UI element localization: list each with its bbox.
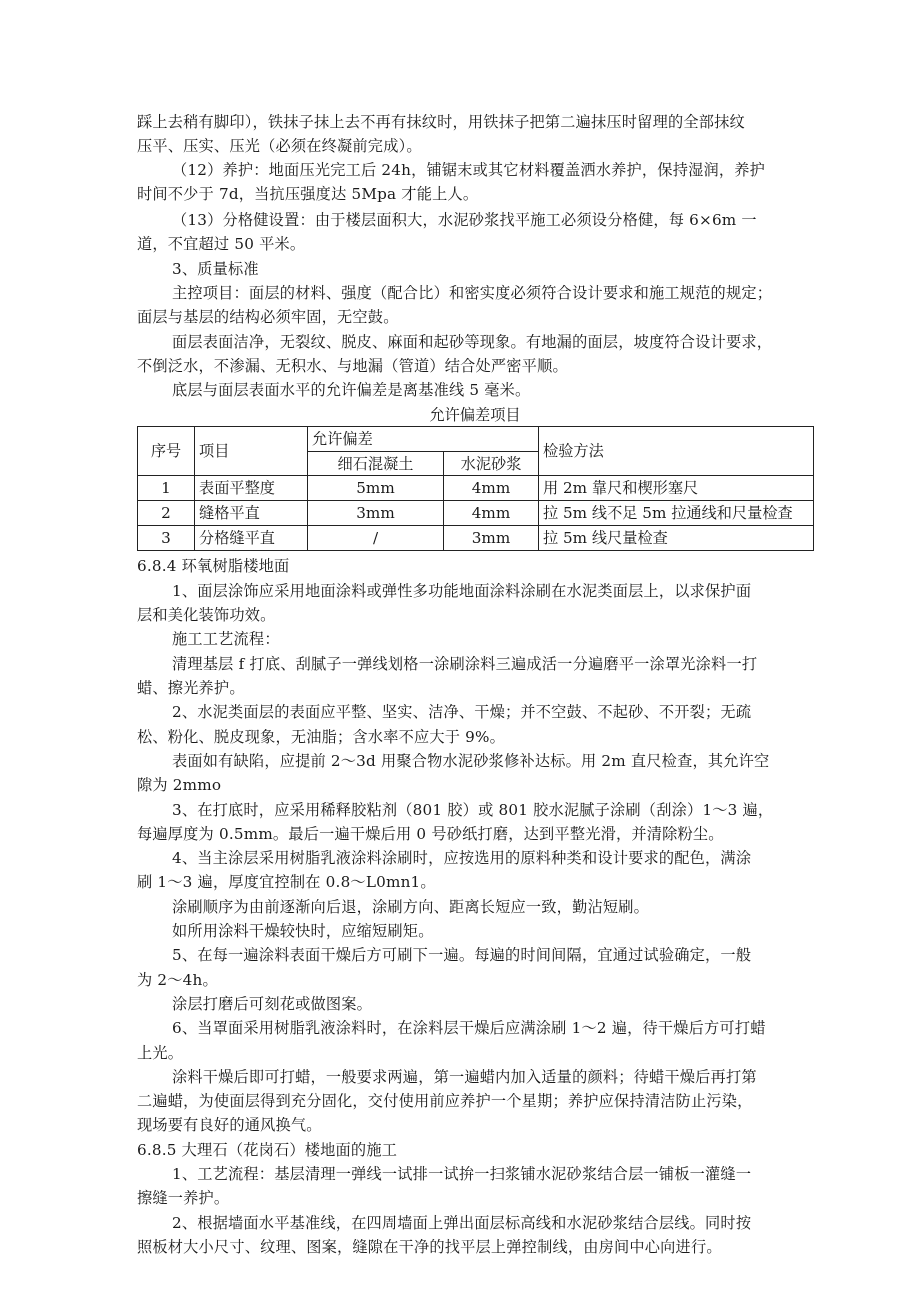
cell-no: 3: [138, 526, 195, 551]
text-line: 涂层打磨后可刻花或做图案。: [172, 995, 373, 1013]
cell-no: 1: [138, 476, 195, 501]
header-sub-concrete: 细石混凝土: [308, 452, 444, 476]
header-item: 项目: [195, 427, 308, 476]
text-line: 面层与基层的结构必须牢固，无空鼓。: [137, 308, 399, 326]
cell-no: 2: [138, 501, 195, 526]
cell-concrete: 3mm: [308, 501, 444, 526]
text-line: 压平、压实、压光（必须在终凝前完成）。: [137, 137, 422, 155]
text-line: 隙为 2mmo: [137, 776, 222, 794]
text-line: 擦缝一养护。: [137, 1189, 230, 1207]
text-line: 每遍厚度为 0.5mm。最后一遍干燥后用 0 号砂纸打磨，达到平整光滑，并清除粉尘。: [137, 825, 724, 843]
cell-concrete: 5mm: [308, 476, 444, 501]
cell-method: 拉 5m 线不足 5m 拉通线和尺量检查: [539, 501, 814, 526]
text-line: 1、工艺流程：基层清理一弹线一试排一试拚一扫浆铺水泥砂浆结合层一铺板一灌缝一: [172, 1165, 752, 1183]
section-heading: 6.8.4 环氧树脂楼地面: [137, 557, 290, 575]
section-heading: 6.8.5 大理石（花岗石）楼地面的施工: [137, 1141, 398, 1159]
text-line: 4、当主涂层采用树脂乳液涂料涂刷时，应按选用的原料种类和设计要求的配色，满涂: [172, 849, 752, 867]
text-line: 道，不宜超过 50 平米。: [137, 235, 306, 253]
text-line: 为 2～4h。: [137, 971, 218, 989]
text-line: 不倒泛水，不渗漏、无积水、与地漏（管道）结合处严密平顺。: [137, 357, 568, 375]
text-line: 蜡、擦光养护。: [137, 679, 245, 697]
text-line: （12）养护：地面压光完工后 24h，铺锯末或其它材料覆盖洒水养护，保持湿润，养护: [172, 161, 766, 179]
table-row: [138, 476, 814, 501]
text-line: 现场要有良好的通风换气。: [137, 1116, 322, 1134]
text-line: 二遍蜡，为使面层得到充分固化，交付使用前应养护一个星期；养护应保持清洁防止污染，: [137, 1092, 753, 1110]
text-line: 涂料干燥后即可打蜡，一般要求两遍，第一遍蜡内加入适量的颜料；待蜡干燥后再打第: [172, 1068, 757, 1086]
header-method: 检验方法: [539, 427, 814, 476]
text-line: 涂刷顺序为由前逐渐向后退，涂刷方向、距离长短应一致，勤沾短刷。: [172, 898, 650, 916]
text-line: 时间不少于 7d，当抗压强度达 5Mpa 才能上人。: [137, 185, 479, 203]
header-tolerance: 允许偏差: [308, 427, 539, 452]
cell-method: 拉 5m 线尺量检查: [539, 526, 814, 551]
cell-item: 分格缝平直: [195, 526, 308, 551]
table-caption: 允许偏差项目: [429, 406, 521, 424]
section-heading: 3、质量标准: [172, 260, 259, 278]
text-line: 面层表面洁净，无裂纹、脱皮、麻面和起砂等现象。有地漏的面层，坡度符合设计要求，: [172, 333, 773, 351]
text-line: 底层与面层表面水平的允许偏差是离基准线 5 毫米。: [172, 381, 531, 399]
text-line: 照板材大小尺寸、纹理、图案，缝隙在干净的找平层上弹控制线，由房间中心向进行。: [137, 1238, 722, 1256]
text-line: 上光。: [137, 1044, 184, 1062]
table-header-row: [138, 427, 814, 452]
text-line: 如所用涂料干燥较快时，应缩短刷矩。: [172, 922, 434, 940]
table-row: [138, 501, 814, 526]
cell-method: 用 2m 靠尺和楔形塞尺: [539, 476, 814, 501]
text-line: 1、面层涂饰应采用地面涂料或弹性多功能地面涂料涂刷在水泥类面层上，以求保护面: [172, 582, 752, 600]
tolerance-table: [137, 426, 814, 551]
text-line: 表面如有缺陷，应提前 2～3d 用聚合物水泥砂浆修补达标。用 2m 直尺检查，其允许空: [172, 752, 770, 770]
text-line: 2、根据墙面水平基准线，在四周墙面上弹出面层标高线和水泥砂浆结合层线。同时按: [172, 1214, 752, 1232]
text-line: （13）分格健设置：由于楼层面积大，水泥砂浆找平施工必须设分格健，每 6×6m 一: [172, 211, 757, 229]
text-line: 踩上去稍有脚印），铁抹子抹上去不再有抹纹时，用铁抹子把第二遍抹压时留理的全部抹纹: [137, 113, 745, 131]
cell-mortar: 3mm: [444, 526, 539, 551]
header-no: 序号: [138, 427, 195, 476]
header-sub-mortar: 水泥砂浆: [444, 452, 539, 476]
text-line: 刷 1～3 遍，厚度宜控制在 0.8～L0mn1。: [137, 873, 436, 891]
text-line: 2、水泥类面层的表面应平整、坚实、洁净、干燥；并不空鼓、不起砂、不开裂；无疏: [172, 703, 752, 721]
text-line: 主控项目：面层的材料、强度（配合比）和密实度必须符合设计要求和施工规范的规定；: [172, 284, 773, 302]
cell-item: 缝格平直: [195, 501, 308, 526]
text-line: 清理基层 f 打底、刮腻子一弹线划格一涂刷涂料三遍成活一分遍磨平一涂罩光涂料一打: [172, 655, 758, 673]
text-line: 5、在每一遍涂料表面干燥后方可刷下一遍。每遍的时间间隔，宜通过试验确定，一般: [172, 946, 752, 964]
cell-item: 表面平整度: [195, 476, 308, 501]
cell-mortar: 4mm: [444, 476, 539, 501]
text-line: 施工工艺流程：: [172, 630, 280, 648]
text-line: 3、在打底时，应采用稀释胶粘剂（801 胶）或 801 胶水泥腻子涂刷（刮涂）1～3 遍，: [172, 801, 774, 819]
text-line: 层和美化装饰功效。: [137, 606, 276, 624]
cell-concrete: /: [308, 526, 444, 551]
cell-mortar: 4mm: [444, 501, 539, 526]
text-line: 松、粉化、脱皮现象，无油脂；含水率不应大于 9%。: [137, 728, 506, 746]
table-row: [138, 526, 814, 551]
text-line: 6、当罩面采用树脂乳液涂料时，在涂料层干燥后应满涂刷 1～2 遍，待干燥后方可打蜡: [172, 1019, 766, 1037]
